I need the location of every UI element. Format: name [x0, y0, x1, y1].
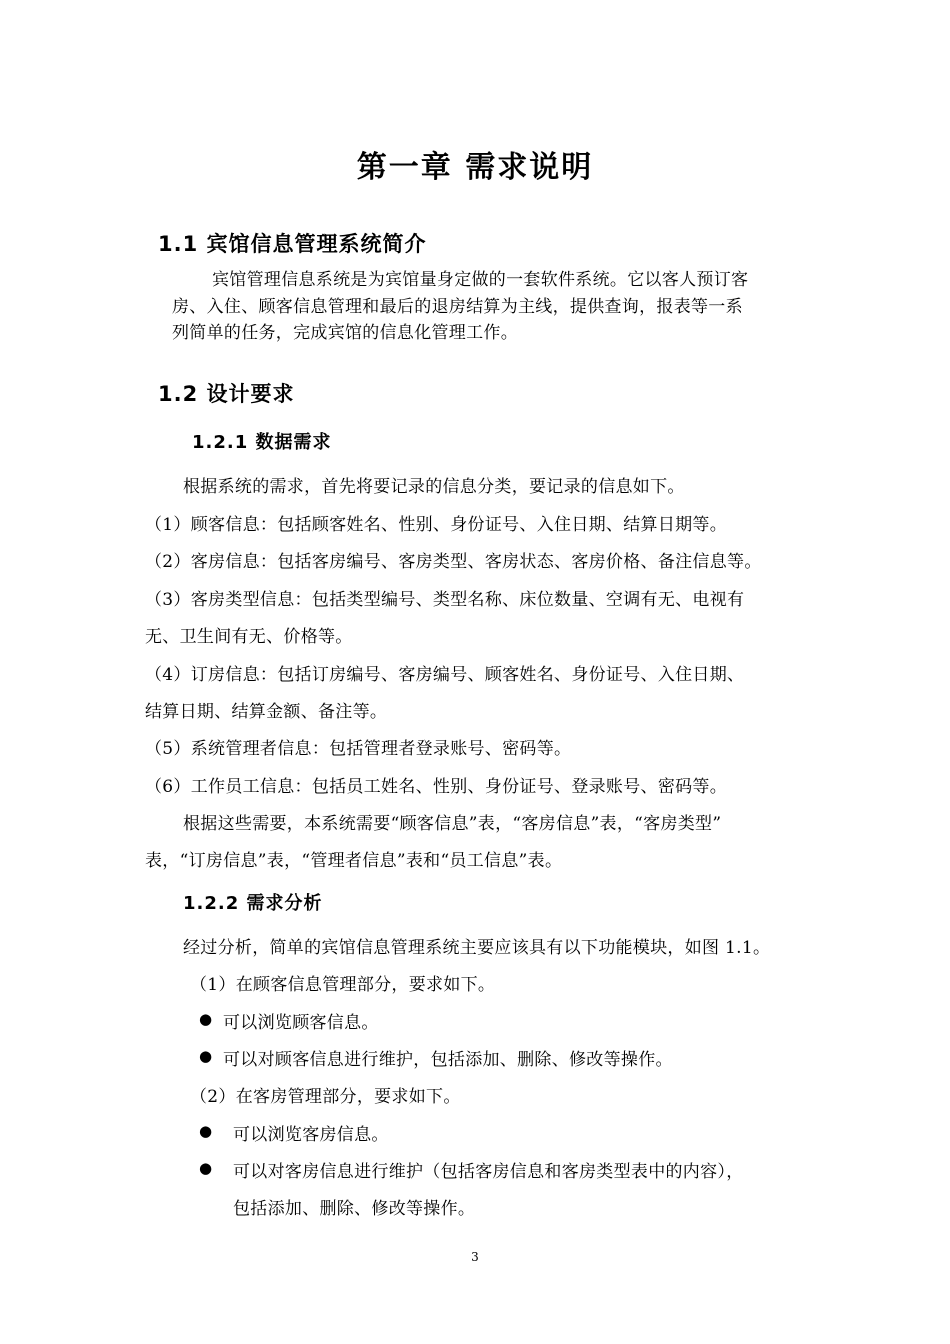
bullet-item: 可以浏览客房信息。: [233, 1125, 389, 1145]
paragraph-line: 房、入住、顾客信息管理和最后的退房结算为主线，提供查询，报表等一系: [172, 297, 743, 317]
list-item: （5）系统管理者信息：包括管理者登录账号、密码等。: [145, 739, 572, 759]
bullet-icon: ●: [199, 1047, 213, 1065]
subsection-heading-1-2-1: 1.2.1 数据需求: [192, 432, 332, 453]
chapter-title: 第一章 需求说明: [356, 150, 594, 185]
paragraph-line: 表，“订房信息”表，“管理者信息”表和“员工信息”表。: [145, 851, 563, 871]
requirement-part: （2）在客房管理部分，要求如下。: [190, 1087, 461, 1107]
section-heading-1-1: 1.1 宾馆信息管理系统简介: [158, 232, 427, 256]
paragraph-line: 列简单的任务，完成宾馆的信息化管理工作。: [172, 323, 518, 343]
paragraph-line: 根据这些需要，本系统需要“顾客信息”表，“客房信息”表，“客房类型”: [183, 814, 722, 834]
bullet-icon: ●: [199, 1159, 213, 1177]
requirement-part: （1）在顾客信息管理部分，要求如下。: [190, 975, 496, 995]
bullet-item: 可以浏览顾客信息。: [223, 1013, 379, 1033]
paragraph-line: 宾馆管理信息系统是为宾馆量身定做的一套软件系统。它以客人预订客: [212, 270, 749, 290]
list-item: （3）客房类型信息：包括类型编号、类型名称、床位数量、空调有无、电视有: [145, 590, 745, 610]
bullet-icon: ●: [199, 1122, 213, 1140]
bullet-icon: ●: [199, 1010, 213, 1028]
list-item: （2）客房信息：包括客房编号、客房类型、客房状态、客房价格、备注信息等。: [145, 552, 762, 572]
list-item-continuation: 无、卫生间有无、价格等。: [145, 627, 353, 647]
bullet-item: 可以对客房信息进行维护（包括客房信息和客房类型表中的内容），: [233, 1162, 744, 1182]
list-item-continuation: 结算日期、结算金额、备注等。: [145, 702, 388, 722]
section-heading-1-2: 1.2 设计要求: [158, 382, 295, 406]
paragraph-line: 经过分析，简单的宾馆信息管理系统主要应该具有以下功能模块，如图 1.1。: [183, 938, 771, 958]
list-item: （6）工作员工信息：包括员工姓名、性别、身份证号、登录账号、密码等。: [145, 777, 728, 797]
bullet-item: 可以对顾客信息进行维护，包括添加、删除、修改等操作。: [223, 1050, 673, 1070]
bullet-item-continuation: 包括添加、删除、修改等操作。: [233, 1199, 476, 1219]
paragraph-line: 根据系统的需求，首先将要记录的信息分类，要记录的信息如下。: [183, 477, 685, 497]
subsection-heading-1-2-2: 1.2.2 需求分析: [183, 893, 323, 914]
list-item: （4）订房信息：包括订房编号、客房编号、顾客姓名、身份证号、入住日期、: [145, 665, 745, 685]
list-item: （1）顾客信息：包括顾客姓名、性别、身份证号、入住日期、结算日期等。: [145, 515, 728, 535]
page-number: 3: [471, 1250, 479, 1264]
